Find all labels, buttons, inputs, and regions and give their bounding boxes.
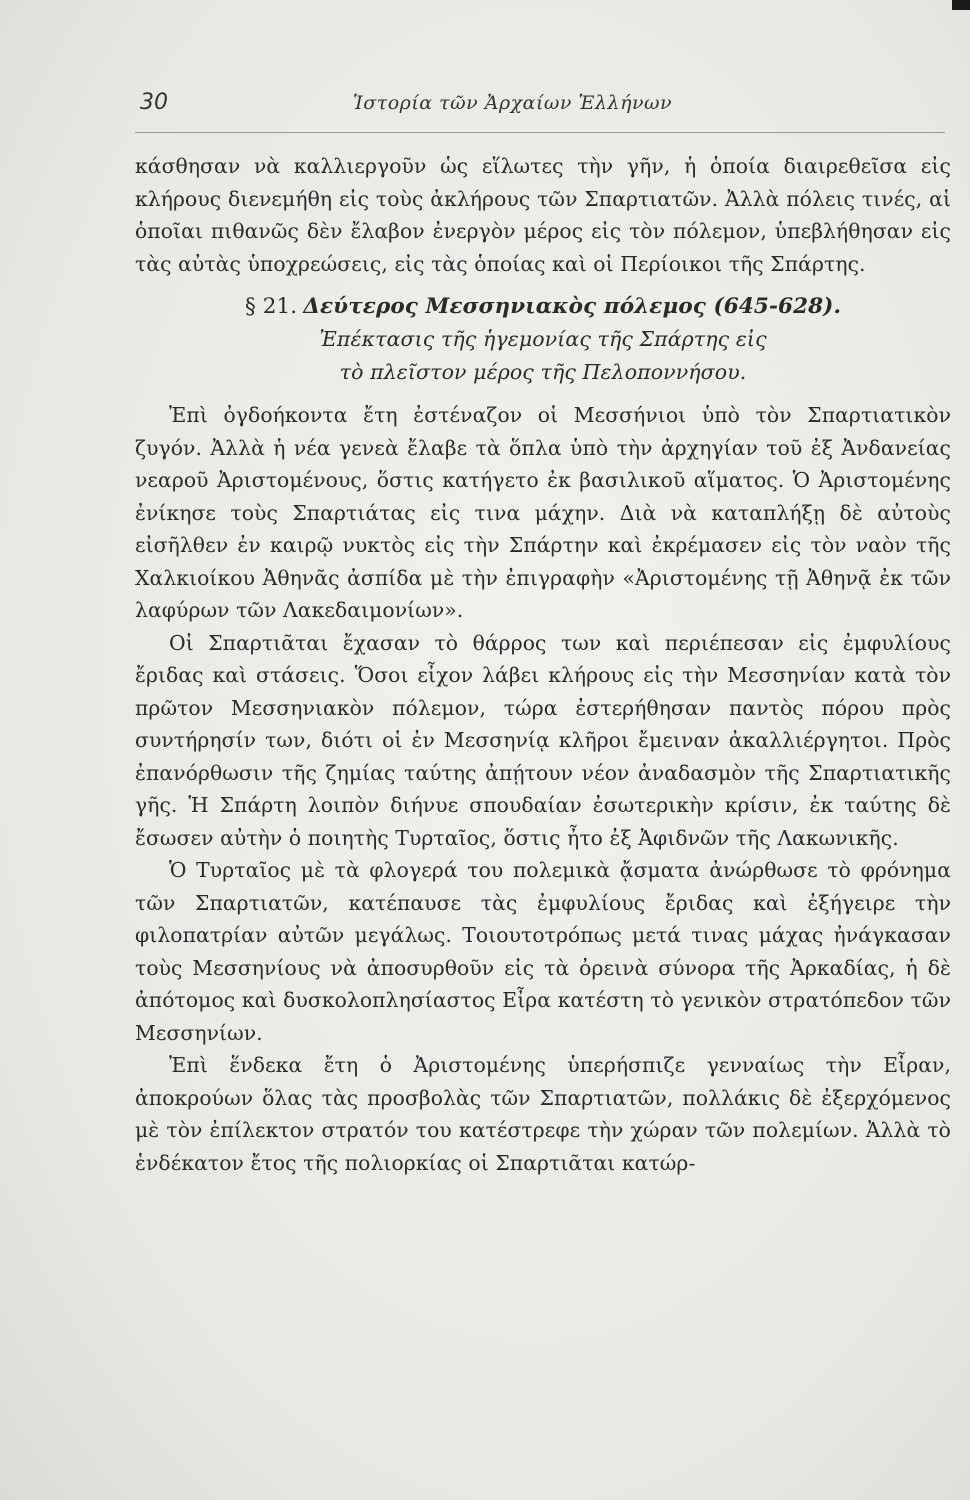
body-text: [135, 150, 951, 1179]
running-title: Ἱστορία τῶν Ἀρχαίων Ἑλλήνων: [353, 92, 673, 114]
scan-edge-mark: [952, 0, 970, 10]
section-title: Δεύτερος Μεσσηνιακὸς πόλεμος (645-628).: [303, 294, 842, 319]
paragraph-1: κάσθησαν νὰ καλλιεργοῦν ὡς εἵλωτες τὴν γῆν, ἡ ὁποία διαιρεθεῖσα εἰς κλήρους διενεμήθη εἰς τοὺς ἀκλήρους τῶν Σπαρτιατῶν. Ἀλλὰ πόλεις τινές, αἱ ὁποῖαι πιθανῶς δὲν ἔλαβον ἐνεργὸν μέρος εἰς τὸν πόλεμον, ὑπεβλήθησαν εἰς τὰς αὐτὰς ὑποχρεώσεις, εἰς τὰς ὁποίας καὶ οἱ Περίοικοι τῆς Σπάρτης.: [135, 154, 951, 276]
section-subtitle-line-2: τὸ πλεῖστον μέρος τῆς Πελοποννήσου.: [339, 360, 747, 384]
running-head: [135, 90, 935, 130]
section-title-line: [135, 290, 951, 323]
header-rule: [135, 132, 945, 133]
page-number: 30: [140, 90, 168, 115]
paragraph-5: Ἐπὶ ἕνδεκα ἔτη ὁ Ἀριστομένης ὑπερήσπιζε γενναίως τὴν Εἶραν, ἀποκρούων ὅλας τὰς προσβολὰς τῶν Σπαρτιατῶν, πολλάκις δὲ ἐξερχόμενος μὲ τὸν ἐπίλεκτον στρατόν του κατέστρεφε τὴν χώραν τῶν πολεμίων. Ἀλλὰ τὸ ἑνδέκατον ἔτος τῆς πολιορκίας οἱ Σπαρτιᾶται κατώρ-: [135, 1053, 951, 1175]
paragraph-4: Ὁ Τυρταῖος μὲ τὰ φλογερά του πολεμικὰ ᾄσματα ἀνώρθωσε τὸ φρόνημα τῶν Σπαρτιατῶν, κατέπαυσε τὰς ἐμφυλίους ἔριδας καὶ ἐξήγειρε τὴν φιλοπατρίαν αὐτῶν μεγάλως. Τοιουτοτρόπως μετά τινας μάχας ἠνάγκασαν τοὺς Μεσσηνίους νὰ ἀποσυρθοῦν εἰς τὰ ὀρεινὰ σύνορα τῆς Ἀρκαδίας, ἡ δὲ ἀπότομος καὶ δυσκολοπλησίαστος Εἶρα κατέστη τὸ γενικὸν στρατόπεδον τῶν Μεσσηνίων.: [135, 858, 951, 1045]
section-subtitle-line-1: Ἐπέκτασις τῆς ἡγεμονίας τῆς Σπάρτης εἰς: [319, 327, 767, 351]
section-number: § 21.: [244, 294, 298, 319]
section-heading: [135, 290, 951, 389]
paragraph-2: Ἐπὶ ὀγδοήκοντα ἔτη ἐστέναζον οἱ Μεσσήνιοι ὑπὸ τὸν Σπαρτιατικὸν ζυγόν. Ἀλλὰ ἡ νέα γενεὰ ἔλαβε τὰ ὅπλα ὑπὸ τὴν ἀρχηγίαν τοῦ ἐξ Ἀνδανείας νεαροῦ Ἀριστομένους, ὅστις κατήγετο ἐκ βασιλικοῦ αἵματος. Ὁ Ἀριστομένης ἐνίκησε τοὺς Σπαρτιάτας εἰς τινα μάχην. Διὰ νὰ καταπλήξῃ δὲ αὐτοὺς εἰσῆλθεν ἐν καιρῷ νυκτὸς εἰς τὴν Σπάρτην καὶ ἐκρέμασεν εἰς τὸν ναὸν τῆς Χαλκιοίκου Ἀθηνᾶς ἀσπίδα μὲ τὴν ἐπιγραφὴν «Ἀριστομένης τῇ Ἀθηνᾷ ἐκ τῶν λαφύρων τῶν Λακεδαιμονίων».: [135, 403, 951, 622]
paragraph-3: Οἱ Σπαρτιᾶται ἔχασαν τὸ θάρρος των καὶ περιέπεσαν εἰς ἐμφυλίους ἔριδας καὶ στάσεις. Ὅσοι εἶχον λάβει κλήρους εἰς τὴν Μεσσηνίαν κατὰ τὸν πρῶτον Μεσσηνιακὸν πόλεμον, τώρα ἐστερήθησαν παντὸς πόρου πρὸς συντήρησίν των, διότι οἱ ἐν Μεσσηνίᾳ κλῆροι ἔμειναν ἀκαλλιέργητοι. Πρὸς ἐπανόρθωσιν τῆς ζημίας ταύτης ἀπῄτουν νέον ἀναδασμὸν τῆς Σπαρτιατικῆς γῆς. Ἡ Σπάρτη λοιπὸν διήνυε σπουδαίαν ἐσωτερικὴν κρίσιν, ἐκ ταύτης δὲ ἔσωσεν αὐτὴν ὁ ποιητὴς Τυρταῖος, ὅστις ἦτο ἐξ Ἀφιδνῶν τῆς Λακωνικῆς.: [135, 630, 951, 850]
